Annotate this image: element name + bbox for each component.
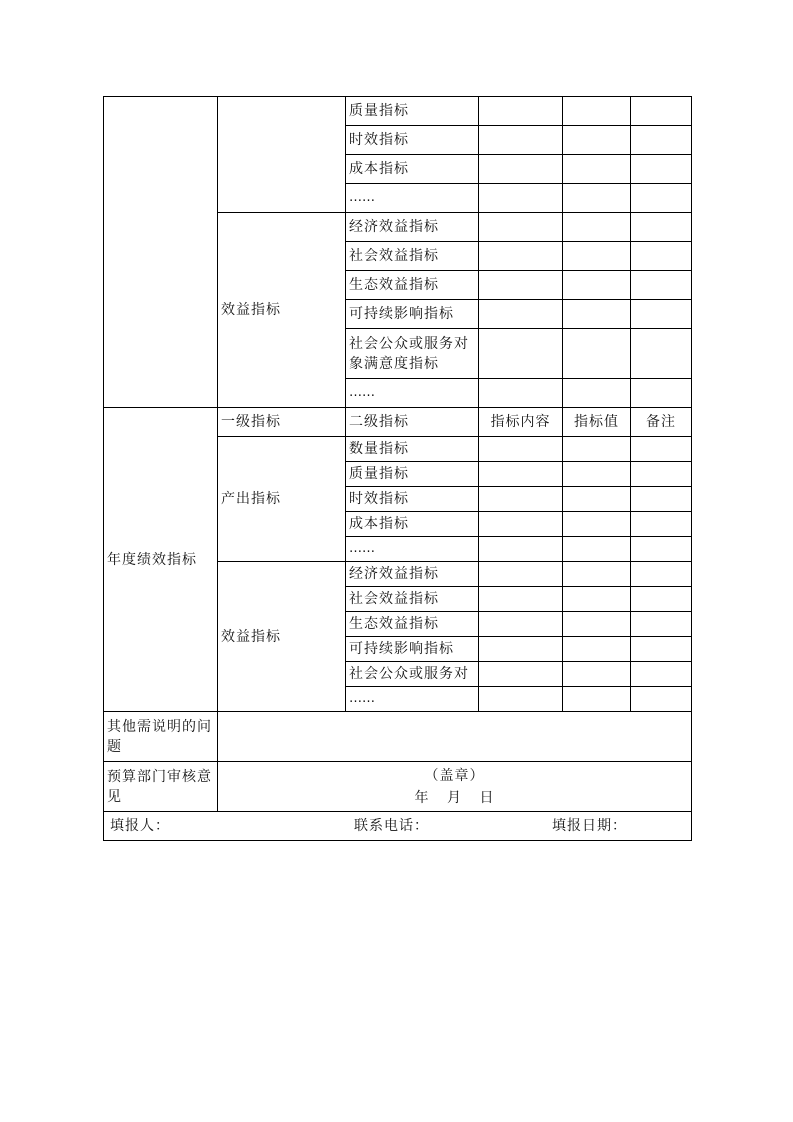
level2-cell: 社会效益指标 [346,587,479,612]
note-cell[interactable] [631,126,692,155]
level2-cell: 质量指标 [346,97,479,126]
content-cell[interactable] [479,97,563,126]
level2-cell: …… [346,184,479,213]
note-cell[interactable] [631,612,692,637]
level2-cell: 质量指标 [346,462,479,487]
filler-label: 填报人： [110,818,170,834]
content-cell[interactable] [479,512,563,537]
header-content: 指标内容 [479,408,563,437]
header-note: 备注 [631,408,692,437]
fill-date-label: 填报日期： [552,818,627,834]
other-issues-label: 其他需说明的问题 [104,712,218,762]
note-cell[interactable] [631,437,692,462]
table-row [104,97,692,126]
content-cell[interactable] [479,126,563,155]
review-date-line [221,787,688,809]
value-cell[interactable] [563,155,631,184]
performance-table-sheet [103,96,691,841]
note-cell[interactable] [631,587,692,612]
level2-cell: 经济效益指标 [346,562,479,587]
level2-cell: 时效指标 [346,126,479,155]
level2-cell: 可持续影响指标 [346,300,479,329]
value-cell[interactable] [563,462,631,487]
value-cell[interactable] [563,437,631,462]
level2-cell: 可持续影响指标 [346,637,479,662]
year-label: 年 [414,789,430,806]
note-cell[interactable] [631,487,692,512]
content-cell[interactable] [479,537,563,562]
note-cell[interactable] [631,637,692,662]
content-cell[interactable] [479,587,563,612]
level2-cell: 生态效益指标 [346,612,479,637]
note-cell[interactable] [631,537,692,562]
note-cell[interactable] [631,242,692,271]
value-cell[interactable] [563,184,631,213]
value-cell[interactable] [563,587,631,612]
footer-cell [104,812,692,841]
content-cell[interactable] [479,213,563,242]
footer-row [104,812,692,841]
value-cell[interactable] [563,612,631,637]
value-cell[interactable] [563,512,631,537]
value-cell[interactable] [563,329,631,379]
content-cell[interactable] [479,271,563,300]
content-cell[interactable] [479,379,563,408]
note-cell[interactable] [631,462,692,487]
note-cell[interactable] [631,271,692,300]
content-cell[interactable] [479,437,563,462]
header-level1: 一级指标 [218,408,346,437]
content-cell[interactable] [479,462,563,487]
level2-cell: 社会公众或服务对象满意度指标 [346,329,479,379]
table-header-row [104,408,692,437]
content-cell[interactable] [479,687,563,712]
level2-cell: 生态效益指标 [346,271,479,300]
content-cell[interactable] [479,637,563,662]
content-cell[interactable] [479,562,563,587]
header-level2: 二级指标 [346,408,479,437]
value-cell[interactable] [563,637,631,662]
level2-cell: 经济效益指标 [346,213,479,242]
review-field[interactable] [218,762,692,812]
level2-cell: …… [346,379,479,408]
level2-cell: 社会公众或服务对 [346,662,479,687]
review-row [104,762,692,812]
note-cell[interactable] [631,97,692,126]
value-cell[interactable] [563,562,631,587]
level1-output-cell: 产出指标 [218,437,346,562]
value-cell[interactable] [563,242,631,271]
level1-benefit-cell: 效益指标 [218,213,346,408]
content-cell[interactable] [479,242,563,271]
value-cell[interactable] [563,271,631,300]
month-label: 月 [447,789,462,806]
note-cell[interactable] [631,687,692,712]
note-cell[interactable] [631,329,692,379]
note-cell[interactable] [631,213,692,242]
other-issues-row [104,712,692,762]
content-cell[interactable] [479,300,563,329]
level2-cell: 社会效益指标 [346,242,479,271]
note-cell[interactable] [631,184,692,213]
value-cell[interactable] [563,687,631,712]
value-cell[interactable] [563,537,631,562]
level2-cell: 成本指标 [346,512,479,537]
value-cell[interactable] [563,97,631,126]
level2-cell: 成本指标 [346,155,479,184]
value-cell[interactable] [563,379,631,408]
content-cell[interactable] [479,662,563,687]
annual-indicators-label: 年度绩效指标 [104,408,218,712]
value-cell[interactable] [563,213,631,242]
review-label: 预算部门审核意见 [104,762,218,812]
value-cell[interactable] [563,662,631,687]
note-cell[interactable] [631,512,692,537]
content-cell[interactable] [479,487,563,512]
other-issues-field[interactable] [218,712,692,762]
value-cell[interactable] [563,126,631,155]
note-cell[interactable] [631,300,692,329]
level1-benefit-cell: 效益指标 [218,562,346,712]
value-cell[interactable] [563,300,631,329]
note-cell[interactable] [631,562,692,587]
content-cell[interactable] [479,155,563,184]
stamp-text: （盖章） [424,767,485,784]
content-cell[interactable] [479,329,563,379]
level2-cell: …… [346,537,479,562]
blank-category-cell [218,97,346,213]
note-cell[interactable] [631,379,692,408]
level2-cell: …… [346,687,479,712]
blank-label-cell [104,97,218,408]
content-cell[interactable] [479,612,563,637]
level2-cell: 时效指标 [346,487,479,512]
note-cell[interactable] [631,155,692,184]
level2-cell: 数量指标 [346,437,479,462]
day-label: 日 [479,789,495,806]
phone-label: 联系电话： [354,818,429,834]
value-cell[interactable] [563,487,631,512]
note-cell[interactable] [631,662,692,687]
content-cell[interactable] [479,184,563,213]
header-value: 指标值 [563,408,631,437]
performance-indicator-table [103,96,692,841]
